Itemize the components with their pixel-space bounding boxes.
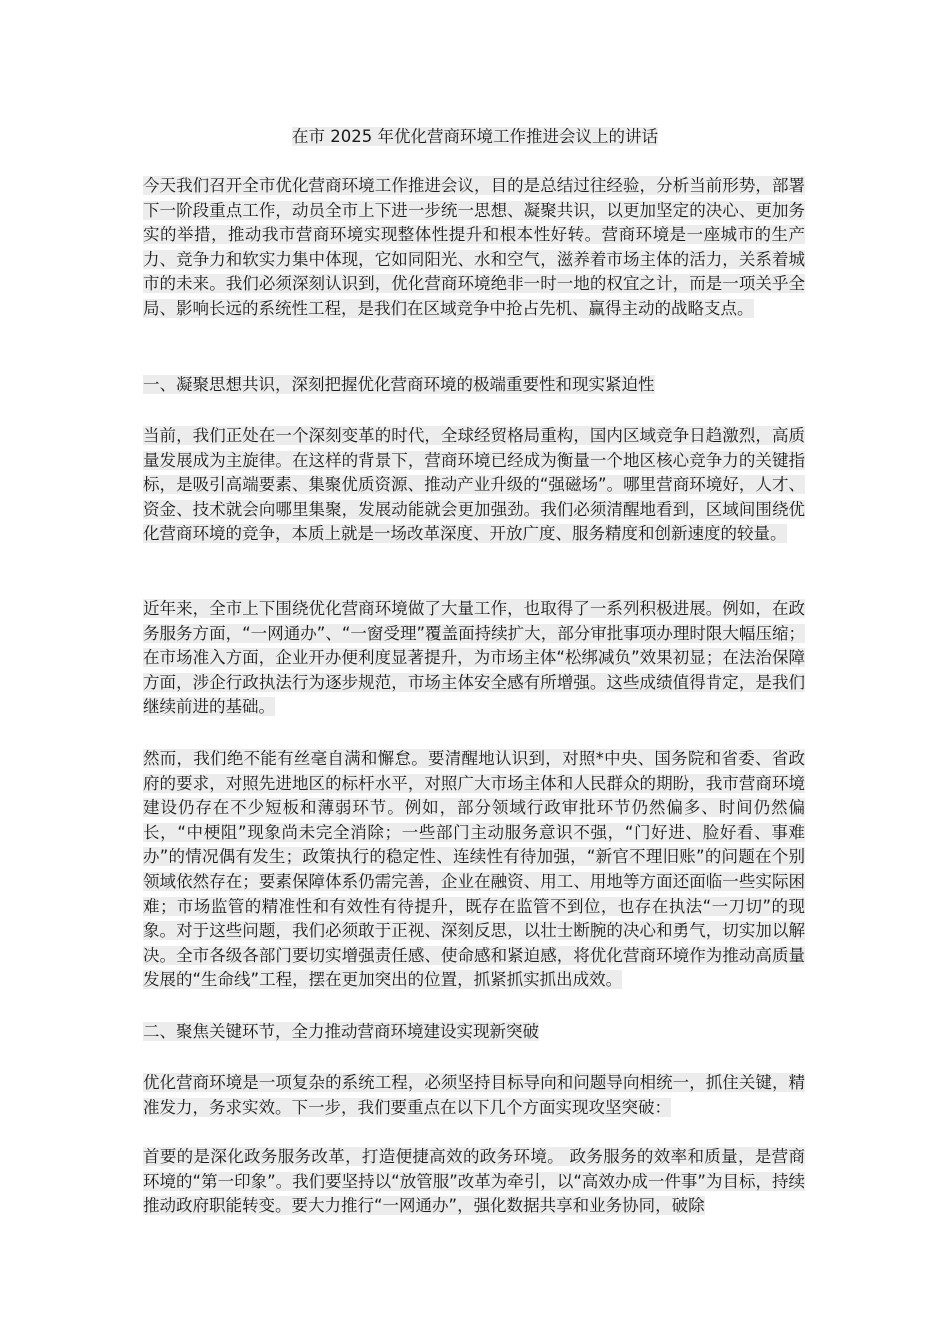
paragraph-shortcomings	[143, 747, 805, 993]
section-heading-1-text: 一、凝聚思想共识，深刻把握优化营商环境的极端重要性和现实紧迫性	[143, 375, 655, 394]
paragraph-current-situation	[143, 424, 805, 547]
section-heading-1	[143, 373, 805, 398]
paragraph-government-service-text: 首要的是深化政务服务改革，打造便捷高效的政务环境。 政务服务的效率和质量，是营商环境的“第一印象”。我们要坚持以“放管服”改革为牵引，以“高效办成一件事”为目标，持续推动政府职能转变。要大力推行“一网通办”，强化数据共享和业务协同，破除	[143, 1147, 805, 1216]
section-heading-2	[143, 1020, 805, 1045]
paragraph-shortcomings-text: 然而，我们绝不能有丝毫自满和懈怠。要清醒地认识到，对照*中央、国务院和省委、省政府的要求，对照先进地区的标杆水平，对照广大市场主体和人民群众的期盼，我市营商环境建设仍存在不少短板和薄弱环节。例如，部分领域行政审批环节仍然偏多、时间仍然偏长，“中梗阻”现象尚未完全消除；一些部门主动服务意识不强，“门好进、脸好看、事难办”的情况偶有发生；政策执行的稳定性、连续性有待加强，“新官不理旧账”的问题在个别领域依然存在；要素保障体系仍需完善，企业在融资、用工、用地等方面还面临一些实际困难；市场监管的精准性和有效性有待提升，既存在监管不到位，也存在执法“一刀切”的现象。对于这些问题，我们必须敢于正视、深刻反思，以壮士断腕的决心和勇气，切实加以解决。全市各级各部门要切实增强责任感、使命感和紧迫感，将优化营商环境作为推动高质量发展的“生命线”工程，摆在更加突出的位置，抓紧抓实抓出成效。	[143, 749, 805, 990]
section-heading-2-text: 二、聚焦关键环节，全力推动营商环境建设实现新突破	[143, 1022, 539, 1041]
paragraph-recent-progress	[143, 597, 805, 720]
document-title	[0, 124, 950, 150]
paragraph-government-service	[143, 1145, 805, 1219]
paragraph-current-situation-text: 当前，我们正处在一个深刻变革的时代，全球经贸格局重构，国内区域竞争日趋激烈，高质量发展成为主旋律。在这样的背景下，营商环境已经成为衡量一个地区核心竞争力的关键指标，是吸引高端要素、集聚优质资源、推动产业升级的“强磁场”。哪里营商环境好，人才、资金、技术就会向哪里集聚，发展动能就会更加强劲。我们必须清醒地看到，区域间围绕优化营商环境的竞争，本质上就是一场改革深度、开放广度、服务精度和创新速度的较量。	[143, 426, 805, 544]
document-title-text: 在市 2025 年优化营商环境工作推进会议上的讲话	[292, 127, 658, 146]
paragraph-recent-progress-text: 近年来，全市上下围绕优化营商环境做了大量工作，也取得了一系列积极进展。例如，在政务服务方面，“一网通办”、“一窗受理”覆盖面持续扩大，部分审批事项办理时限大幅压缩；在市场准入方面，企业开办便利度显著提升，为市场主体“松绑减负”效果初显；在法治保障方面，涉企行政执法行为逐步规范，市场主体安全感有所增强。这些成绩值得肯定，是我们继续前进的基础。	[143, 599, 805, 717]
paragraph-intro-text: 今天我们召开全市优化营商环境工作推进会议，目的是总结过往经验，分析当前形势，部署下一阶段重点工作，动员全市上下进一步统一思想、凝聚共识，以更加坚定的决心、更加务实的举措，推动我市营商环境实现整体性提升和根本性好转。营商环境是一座城市的生产力、竞争力和软实力集中体现，它如同阳光、水和空气，滋养着市场主体的活力，关系着城市的未来。我们必须深刻认识到，优化营商环境绝非一时一地的权宜之计，而是一项关乎全局、影响长远的系统性工程，是我们在区域竞争中抢占先机、赢得主动的战略支点。	[143, 176, 805, 318]
paragraph-intro	[143, 174, 805, 322]
paragraph-system-engineering	[143, 1071, 805, 1120]
paragraph-system-engineering-text: 优化营商环境是一项复杂的系统工程，必须坚持目标导向和问题导向相统一，抓住关键，精准发力，务求实效。下一步，我们要重点在以下几个方面实现攻坚突破：	[143, 1073, 805, 1117]
